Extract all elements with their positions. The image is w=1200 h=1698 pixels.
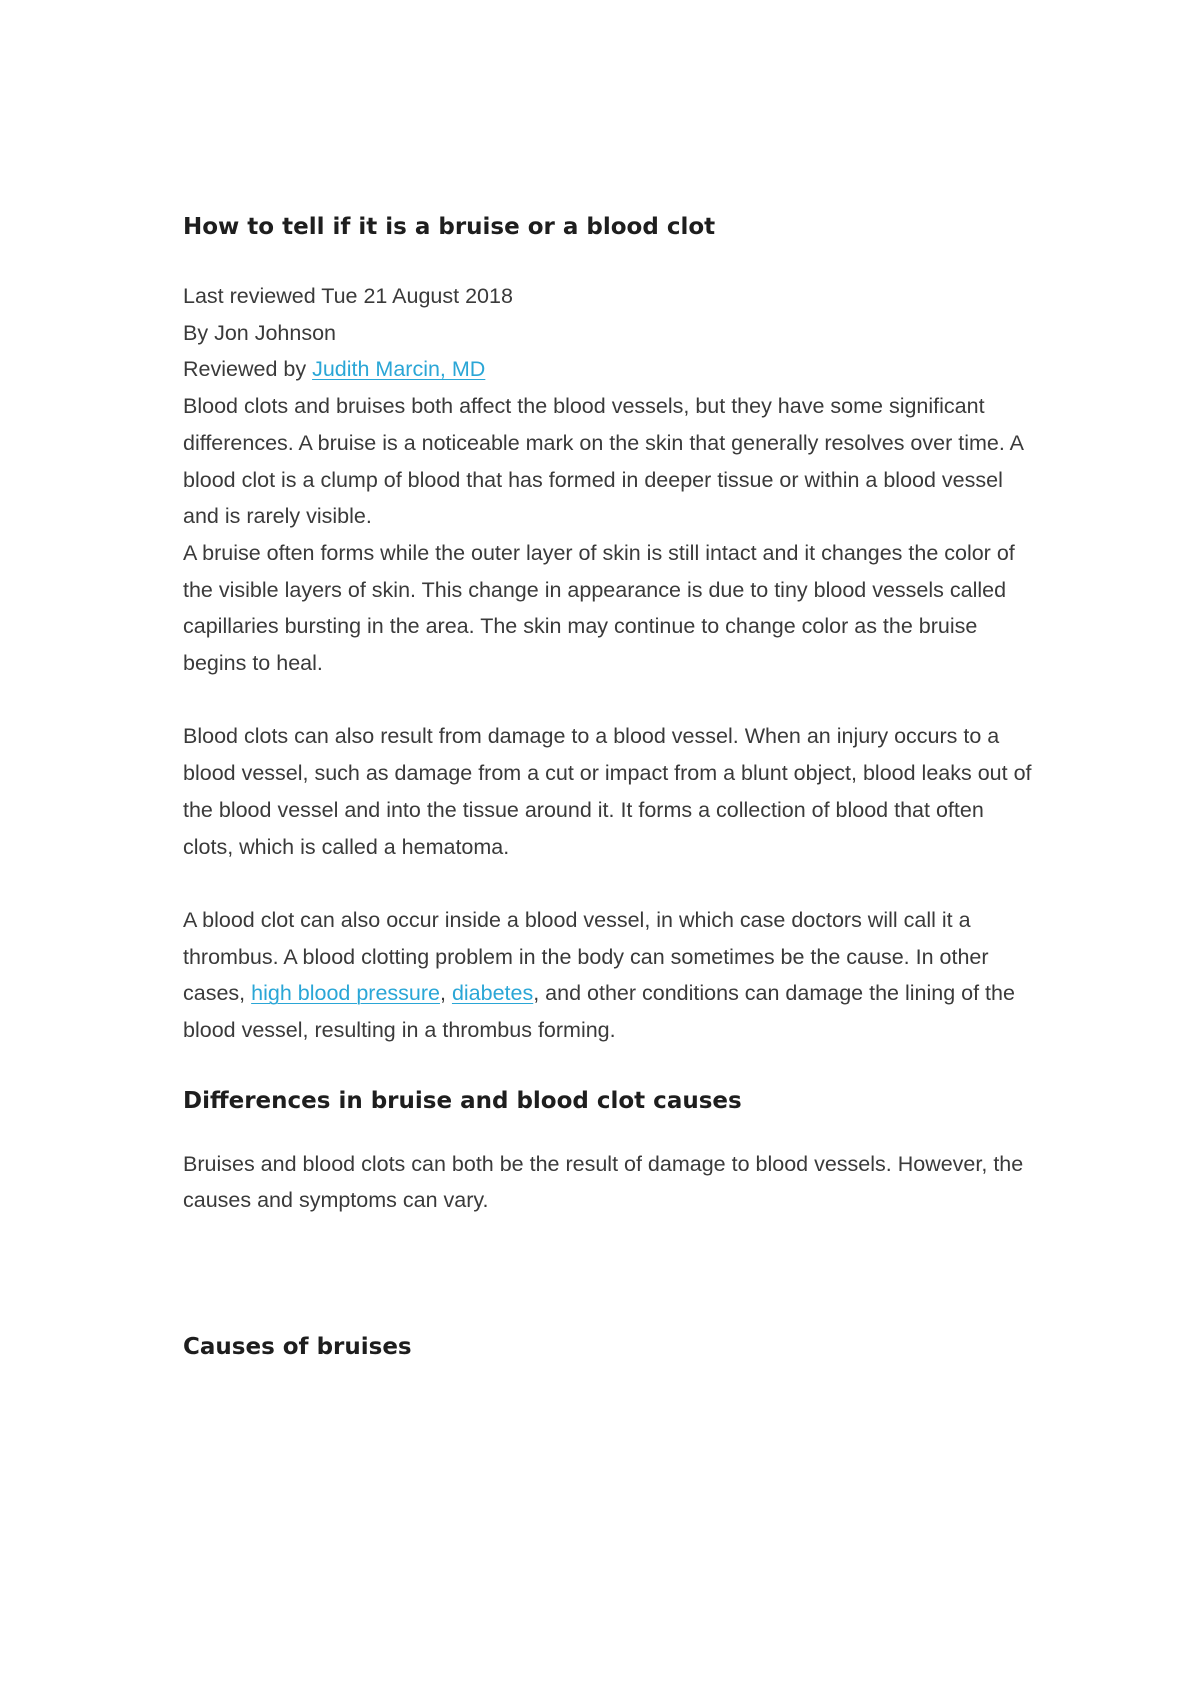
paragraph-differences: Bruises and blood clots can both be the result of damage to blood vessels. However, the causes and symptoms can vary. [183,1151,1024,1213]
paragraph-bruise-forms: A bruise often forms while the outer layer of skin is still intact and it changes the color of the visible layers of skin. This change in appearance is due to tiny blood vessels called capillaries bursting in the area. The skin may continue to change color as the bruise begins to heal. [183,540,1015,676]
author-byline: By Jon Johnson [183,320,336,345]
high-blood-pressure-link[interactable]: high blood pressure [251,981,440,1006]
link-separator: , [439,981,452,1006]
reviewer-link[interactable]: Judith Marcin, MD [312,357,486,382]
paragraph-gap [183,865,1033,902]
thrombus-text-start: A blood clot can also occur inside a blood vessel, in which case doctors will call it a thrombus. A blood clotting problem in the body can sometimes be the cause. In other cases, [183,907,989,1006]
article-body [183,212,1033,1362]
paragraph-blood-clot-damage: Blood clots can also result from damage to a blood vessel. When an injury occurs to a blood vessel, such as damage from a cut or impact from a blunt object, blood leaks out of the blood vessel and into the tissue around it. It forms a collection of blood that often clots, which is called a hematoma. [183,724,1032,859]
last-reviewed-date: Last reviewed Tue 21 August 2018 [183,284,513,308]
reviewer-line [183,351,1033,388]
heading-differences: Differences in bruise and blood clot causes [183,1087,742,1114]
paragraph-intro: Blood clots and bruises both affect the blood vessels, but they have some significant differences. A bruise is a noticeable mark on the skin that generally resolves over time. A blood clot is a clump of blood that has formed in deeper tissue or within a blood vessel and is rarely visible. [183,394,1023,529]
heading-causes-of-bruises: Causes of bruises [183,1334,412,1361]
diabetes-link[interactable]: diabetes [451,981,534,1006]
thrombus-text-end: , and other conditions can damage the lining of the blood vessel, resulting in a thrombus forming. [183,981,1015,1043]
paragraph-gap [183,682,1033,719]
paragraph-thrombus [183,902,1033,1049]
reviewed-by-label: Reviewed by [183,357,313,382]
article-title: How to tell if it is a bruise or a blood clot [183,214,716,240]
